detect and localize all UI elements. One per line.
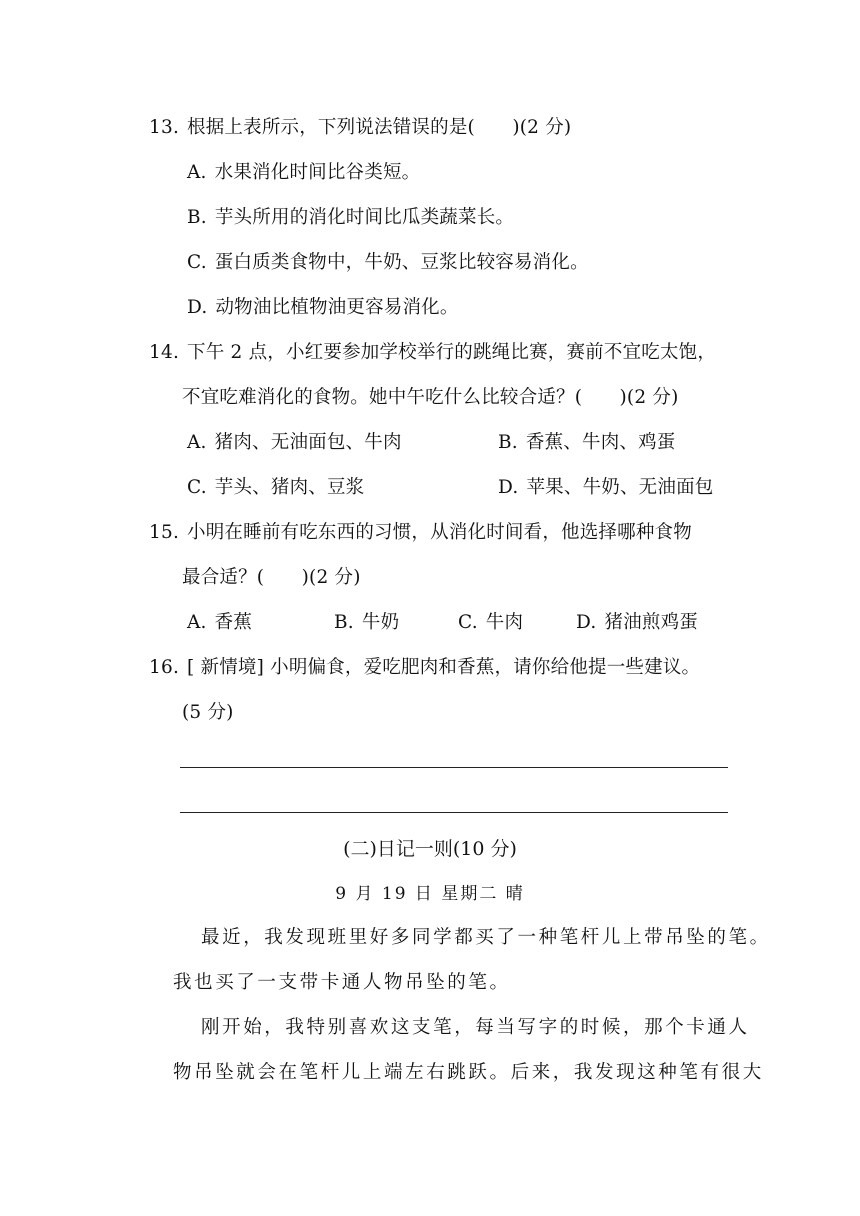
question-14-stem	[149, 340, 716, 366]
question-14-option-a	[187, 430, 402, 456]
option-letter: B.	[334, 612, 354, 633]
question-13-option-d	[187, 295, 459, 321]
question-15-stem-cont	[182, 565, 361, 591]
question-16-stem	[149, 655, 700, 681]
option-letter: A.	[187, 612, 207, 633]
option-letter: C.	[187, 252, 207, 273]
question-text: (5 分)	[182, 702, 234, 723]
answer-line	[180, 812, 728, 813]
option-text: 动物油比植物油更容易消化。	[215, 297, 459, 318]
question-number: 16.	[149, 657, 180, 678]
option-letter: A.	[187, 162, 207, 183]
answer-line	[180, 767, 728, 768]
option-text: 蛋白质类食物中，牛奶、豆浆比较容易消化。	[214, 252, 589, 273]
question-14-option-c	[187, 475, 364, 501]
diary-paragraph-line: 我也买了一支带卡通人物吊坠的笔。	[173, 972, 511, 993]
diary-paragraph-line: 物吊坠就会在笔杆儿上端左右跳跃。后来，我发现这种笔有很大	[173, 1062, 764, 1083]
option-text: 香蕉	[214, 612, 253, 633]
question-number: 14.	[149, 342, 180, 363]
question-15-option-a	[187, 610, 252, 636]
question-number: 15.	[149, 522, 180, 543]
option-letter: D.	[187, 297, 208, 318]
question-text: 不宜吃难消化的食物。她中午吃什么比较合适？( )(2 分)	[182, 387, 679, 408]
question-text: [ 新情境] 小明偏食，爱吃肥肉和香蕉，请你给他提一些建议。	[187, 657, 701, 678]
option-letter: C.	[458, 612, 478, 633]
question-15-stem	[149, 520, 692, 546]
question-15-option-b	[334, 610, 399, 636]
option-letter: D.	[498, 477, 519, 498]
question-15-option-d	[576, 610, 698, 636]
question-number: 13.	[149, 117, 180, 138]
option-letter: D.	[576, 612, 597, 633]
diary-date: 9 月 19 日 星期二 晴	[335, 884, 525, 904]
option-letter: B.	[187, 207, 207, 228]
question-text: 下午 2 点，小红要参加学校举行的跳绳比赛，赛前不宜吃太饱，	[187, 342, 717, 363]
question-15-option-c	[458, 610, 523, 636]
option-text: 香蕉、牛肉、鸡蛋	[525, 432, 676, 453]
question-14-stem-cont	[182, 385, 679, 411]
option-text: 猪油煎鸡蛋	[604, 612, 698, 633]
option-text: 猪肉、无油面包、牛肉	[214, 432, 402, 453]
option-letter: B.	[498, 432, 518, 453]
option-letter: C.	[187, 477, 207, 498]
option-text: 牛肉	[485, 612, 524, 633]
option-text: 苹果、牛奶、无油面包	[526, 477, 714, 498]
section-title: (二)日记一则(10 分)	[343, 838, 517, 860]
option-text: 芋头、猪肉、豆浆	[214, 477, 365, 498]
diary-paragraph-line: 刚开始，我特别喜欢这支笔，每当写字的时候，那个卡通人	[201, 1017, 750, 1038]
question-13-option-b	[187, 205, 514, 231]
question-13-stem	[149, 115, 571, 141]
option-text: 芋头所用的消化时间比瓜类蔬菜长。	[214, 207, 515, 228]
option-text: 牛奶	[361, 612, 400, 633]
diary-paragraph-line: 最近，我发现班里好多同学都买了一种笔杆儿上带吊坠的笔。	[201, 927, 771, 948]
question-text: 小明在睡前有吃东西的习惯，从消化时间看，他选择哪种食物	[187, 522, 692, 543]
question-14-option-d	[498, 475, 713, 501]
question-text: 根据上表所示，下列说法错误的是( )(2 分)	[187, 117, 572, 138]
option-text: 水果消化时间比谷类短。	[214, 162, 421, 183]
option-letter: A.	[187, 432, 207, 453]
question-text: 最合适？( )(2 分)	[182, 567, 361, 588]
question-13-option-a	[187, 160, 420, 186]
question-16-stem-cont	[182, 700, 234, 726]
question-13-option-c	[187, 250, 589, 276]
question-14-option-b	[498, 430, 676, 456]
